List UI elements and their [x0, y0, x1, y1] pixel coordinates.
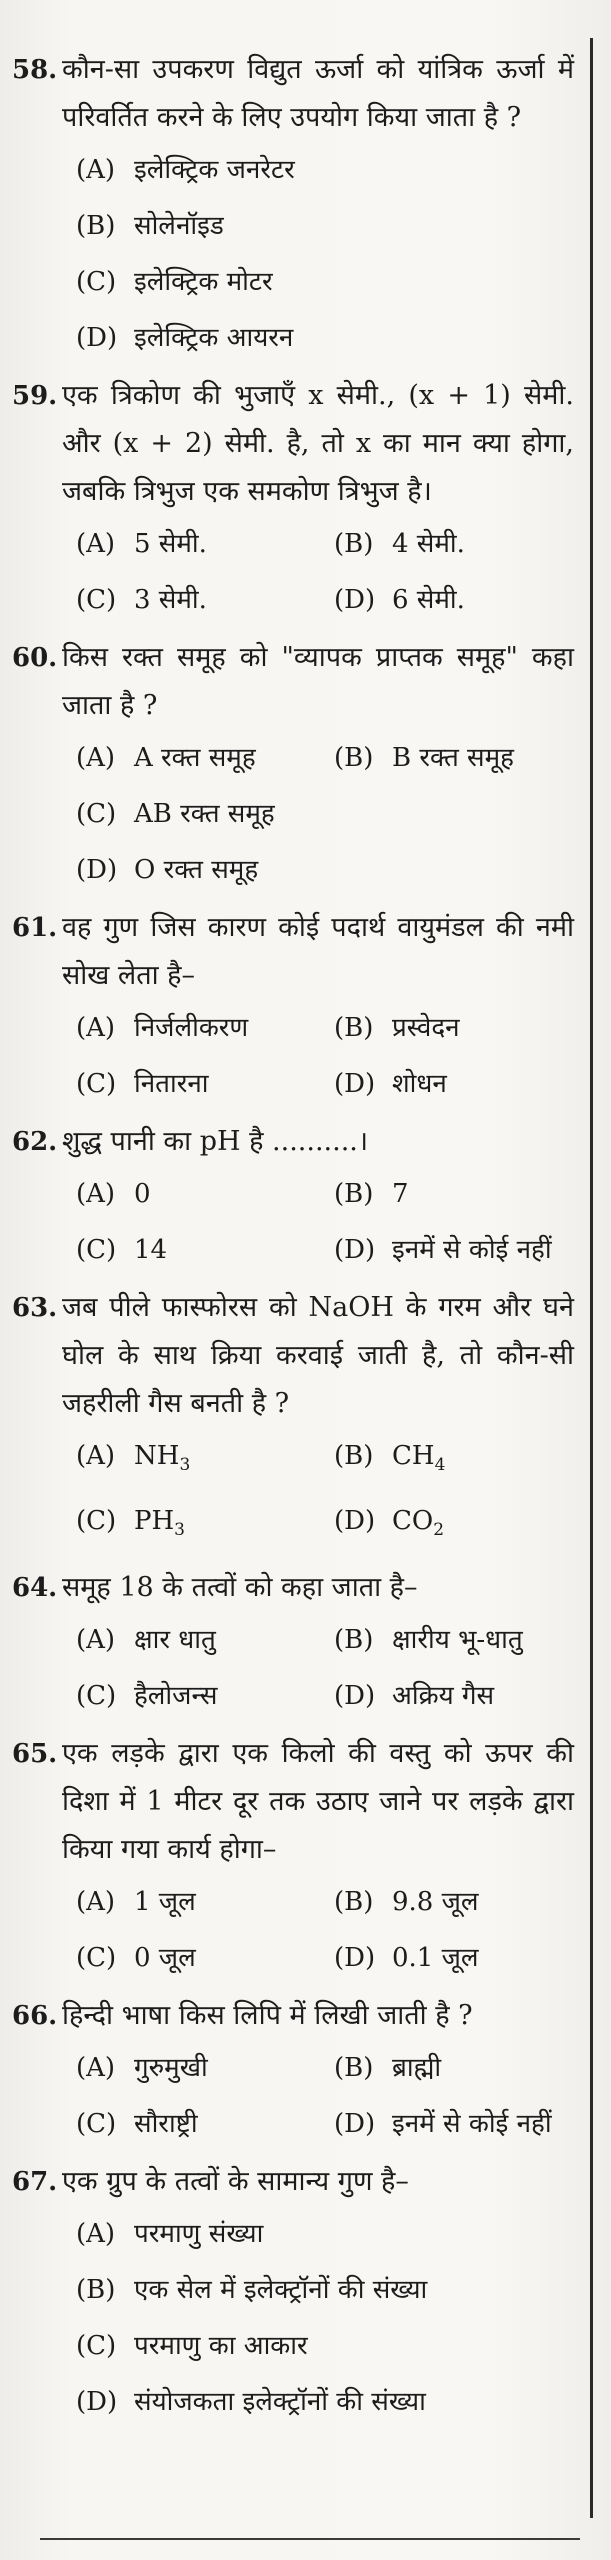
option-text: 6 सेमी.: [392, 585, 465, 615]
question-item: [0, 1992, 588, 2152]
option-a: [76, 142, 578, 198]
option-label: (B): [334, 2053, 374, 2084]
options-block: [0, 730, 588, 898]
option-d: [334, 1493, 578, 1558]
option-label: (C): [76, 1235, 117, 1265]
option-a: [76, 1874, 334, 1930]
option-text: इलेक्ट्रिक मोटर: [134, 267, 273, 297]
option-c: [76, 1056, 334, 1112]
option-row: [76, 254, 578, 310]
option-label: (C): [76, 799, 117, 829]
option-label: (D): [76, 2387, 118, 2418]
option-text: सोलेनॉइड: [134, 211, 224, 241]
options-block: [0, 1612, 588, 1724]
option-label: (D): [334, 1943, 376, 1974]
question-number: 66.: [12, 2001, 58, 2032]
option-a: [76, 730, 334, 786]
question-text: एक त्रिकोण की भुजाएँ x सेमी., (x + 1) सेमी. और (x + 2) सेमी. है, तो x का मान क्या होगा, जबकि त्रिभुज एक समकोण त्रिभुज है।: [62, 380, 574, 507]
option-label: (A): [76, 1013, 116, 1043]
option-b: [334, 1166, 578, 1222]
option-row: [76, 2040, 578, 2096]
question-text: वह गुण जिस कारण कोई पदार्थ वायुमंडल की नमी सोख लेता है–: [62, 912, 574, 991]
options-block: [0, 2040, 588, 2152]
option-text: संयोजकता इलेक्ट्रॉनों की संख्या: [134, 2387, 426, 2418]
option-d: [334, 1222, 578, 1278]
option-row: [76, 142, 578, 198]
option-c: [76, 2096, 334, 2152]
option-text: नितारना: [134, 1069, 209, 1099]
option-label: (B): [334, 1441, 374, 1471]
option-row: [76, 2262, 578, 2318]
option-text: 0.1 जूल: [392, 1943, 479, 1974]
question-number: 58.: [12, 55, 58, 85]
option-label: (D): [334, 1235, 376, 1265]
option-text: अक्रिय गैस: [392, 1681, 495, 1712]
option-row: [76, 730, 578, 786]
option-label: (A): [76, 1179, 116, 1209]
option-text: निर्जलीकरण: [134, 1013, 249, 1043]
option-text: CH: [392, 1441, 435, 1471]
question-stem: [0, 634, 588, 730]
option-row: [76, 1222, 578, 1278]
option-label: (C): [76, 1681, 117, 1712]
option-text: परमाणु संख्या: [134, 2219, 264, 2250]
option-label: (D): [334, 2109, 376, 2140]
question-stem: [0, 1118, 588, 1166]
option-text: 3 सेमी.: [134, 585, 207, 615]
option-label: (B): [334, 529, 374, 559]
question-item: [0, 2158, 588, 2430]
question-number: 61.: [12, 913, 58, 943]
option-text: ब्राह्मी: [392, 2053, 442, 2084]
option-text: शोधन: [392, 1069, 447, 1099]
question-text: शुद्ध पानी का pH है ..........।: [62, 1126, 369, 1157]
question-text: कौन-सा उपकरण विद्युत ऊर्जा को यांत्रिक ऊर्जा में परिवर्तित करने के लिए उपयोग किया जाता है ?: [62, 54, 574, 133]
question-item: [0, 1284, 588, 1558]
option-b: [334, 1000, 578, 1056]
option-row: [76, 2318, 578, 2374]
question-number: 63.: [12, 1293, 58, 1323]
option-text: इलेक्ट्रिक जनरेटर: [134, 155, 295, 185]
question-stem: [0, 1284, 588, 1428]
option-text: NH: [134, 1441, 180, 1471]
question-stem: [0, 904, 588, 1000]
option-row: [76, 1612, 578, 1668]
option-label: (B): [76, 211, 116, 241]
option-text: एक सेल में इलेक्ट्रॉनों की संख्या: [134, 2275, 428, 2306]
option-text: A रक्त समूह: [134, 743, 256, 773]
option-label: (B): [334, 1179, 374, 1209]
option-c: [76, 1222, 334, 1278]
option-text: इनमें से कोई नहीं: [392, 1235, 552, 1265]
option-label: (D): [334, 585, 376, 615]
option-text: क्षार धातु: [134, 1625, 216, 1656]
option-label: (C): [76, 2109, 117, 2140]
option-b: [334, 1874, 578, 1930]
option-row: [76, 1493, 578, 1558]
question-text: किस रक्त समूह को "व्यापक प्राप्तक समूह" कहा जाता है ?: [62, 642, 574, 721]
question-number: 65.: [12, 1739, 58, 1770]
option-row: [76, 2096, 578, 2152]
option-text: CO: [392, 1506, 434, 1537]
option-label: (C): [76, 1943, 117, 1974]
option-row: [76, 2374, 578, 2430]
option-a: [76, 2040, 334, 2096]
question-item: [0, 46, 588, 366]
option-row: [76, 198, 578, 254]
question-text: समूह 18 के तत्वों को कहा जाता है–: [62, 1572, 418, 1604]
question-text: एक लड़के द्वारा एक किलो की वस्तु को ऊपर की दिशा में 1 मीटर दूर तक उठाए जाने पर लड़के द्वारा किया गया कार्य होगा–: [62, 1738, 574, 1866]
question-item: [0, 1564, 588, 1724]
option-text: हैलोजन्स: [134, 1681, 218, 1712]
option-row: [76, 1166, 578, 1222]
option-subscript: 4: [434, 1455, 446, 1476]
option-text: AB रक्त समूह: [134, 799, 275, 829]
option-a: [76, 1612, 334, 1668]
option-text: प्रस्वेदन: [392, 1013, 460, 1043]
option-text: क्षारीय भू-धातु: [392, 1625, 523, 1656]
question-item: [0, 634, 588, 898]
option-b: [76, 198, 578, 254]
bottom-rule: [40, 2538, 580, 2540]
question-text: जब पीले फास्फोरस को NaOH के गरम और घने घोल के साथ क्रिया करवाई जाती है, तो कौन-सी जहरीली गैस बनती है ?: [62, 1292, 574, 1419]
option-c: [76, 572, 334, 628]
question-text: एक ग्रुप के तत्वों के सामान्य गुण है–: [62, 2166, 409, 2198]
option-text: 0 जूल: [134, 1943, 196, 1974]
options-block: [0, 1428, 588, 1558]
option-subscript: 3: [174, 1520, 185, 1541]
option-row: [76, 1000, 578, 1056]
question-stem: [0, 46, 588, 142]
question-stem: [0, 1730, 588, 1874]
option-text: गुरुमुखी: [134, 2053, 208, 2084]
options-block: [0, 142, 588, 366]
option-row: [76, 310, 578, 366]
option-label: (A): [76, 1887, 116, 1918]
option-row: [76, 516, 578, 572]
option-label: (C): [76, 267, 117, 297]
option-text: 7: [392, 1179, 409, 1209]
option-b: [334, 516, 578, 572]
option-label: (D): [76, 323, 118, 353]
option-label: (A): [76, 1441, 116, 1471]
column-rule: [590, 38, 593, 2518]
question-list: [0, 46, 588, 2436]
option-row: [76, 2206, 578, 2262]
option-text: 5 सेमी.: [134, 529, 207, 559]
option-text: 1 जूल: [134, 1887, 196, 1918]
option-label: (D): [334, 1069, 376, 1099]
question-stem: [0, 2158, 588, 2206]
option-text: इनमें से कोई नहीं: [392, 2109, 552, 2140]
option-label: (A): [76, 2053, 116, 2084]
option-text: B रक्त समूह: [392, 743, 514, 773]
question-item: [0, 1118, 588, 1278]
option-label: (B): [76, 2275, 116, 2306]
question-number: 59.: [12, 381, 58, 411]
option-text: 0: [134, 1179, 151, 1209]
option-text: सौराष्ट्री: [134, 2109, 198, 2140]
option-subscript: 3: [179, 1455, 191, 1476]
option-d: [334, 572, 578, 628]
option-label: (A): [76, 2219, 116, 2250]
question-number: 60.: [12, 643, 58, 673]
option-a: [76, 1000, 334, 1056]
option-subscript: 2: [433, 1520, 445, 1541]
question-stem: [0, 1564, 588, 1612]
option-label: (A): [76, 155, 116, 185]
question-number: 62.: [12, 1127, 58, 1157]
option-c: [76, 254, 578, 310]
option-d: [76, 842, 578, 898]
option-text: O रक्त समूह: [134, 855, 259, 885]
option-label: (C): [76, 1506, 117, 1537]
option-c: [76, 2318, 578, 2374]
option-label: (D): [76, 855, 118, 885]
option-a: [76, 1428, 334, 1493]
option-a: [76, 516, 334, 572]
option-label: (A): [76, 1625, 116, 1656]
option-c: [76, 1493, 334, 1558]
option-b: [334, 730, 578, 786]
question-number: 64.: [12, 1573, 58, 1604]
option-c: [76, 786, 578, 842]
option-d: [334, 1056, 578, 1112]
option-row: [76, 572, 578, 628]
options-block: [0, 1000, 588, 1112]
option-b: [334, 2040, 578, 2096]
option-text: परमाणु का आकार: [134, 2331, 308, 2362]
options-block: [0, 1874, 588, 1986]
question-item: [0, 372, 588, 628]
option-d: [334, 1930, 578, 1986]
question-item: [0, 904, 588, 1112]
options-block: [0, 516, 588, 628]
question-number: 67.: [12, 2167, 58, 2198]
option-d: [334, 1668, 578, 1724]
question-item: [0, 1730, 588, 1986]
option-a: [76, 2206, 578, 2262]
options-block: [0, 1166, 588, 1278]
option-label: (B): [334, 1887, 374, 1918]
option-text: 9.8 जूल: [392, 1887, 479, 1918]
options-block: [0, 2206, 588, 2430]
option-b: [334, 1428, 578, 1493]
option-label: (D): [334, 1506, 376, 1537]
option-label: (B): [334, 743, 374, 773]
option-label: (C): [76, 1069, 117, 1099]
option-label: (D): [334, 1681, 376, 1712]
option-b: [334, 1612, 578, 1668]
question-stem: [0, 1992, 588, 2040]
option-row: [76, 842, 578, 898]
option-row: [76, 1930, 578, 1986]
option-row: [76, 1668, 578, 1724]
option-label: (A): [76, 529, 116, 559]
option-text: PH: [134, 1506, 175, 1537]
option-label: (C): [76, 585, 117, 615]
option-label: (B): [334, 1625, 374, 1656]
question-text: हिन्दी भाषा किस लिपि में लिखी जाती है ?: [62, 2000, 473, 2032]
option-c: [76, 1668, 334, 1724]
option-c: [76, 1930, 334, 1986]
option-d: [334, 2096, 578, 2152]
option-label: (A): [76, 743, 116, 773]
option-text: 4 सेमी.: [392, 529, 465, 559]
option-a: [76, 1166, 334, 1222]
option-row: [76, 1874, 578, 1930]
option-d: [76, 310, 578, 366]
option-label: (C): [76, 2331, 117, 2362]
question-stem: [0, 372, 588, 516]
option-label: (B): [334, 1013, 374, 1043]
option-b: [76, 2262, 578, 2318]
option-text: 14: [134, 1235, 168, 1265]
option-row: [76, 786, 578, 842]
option-d: [76, 2374, 578, 2430]
option-row: [76, 1056, 578, 1112]
option-text: इलेक्ट्रिक आयरन: [134, 323, 294, 353]
option-row: [76, 1428, 578, 1493]
